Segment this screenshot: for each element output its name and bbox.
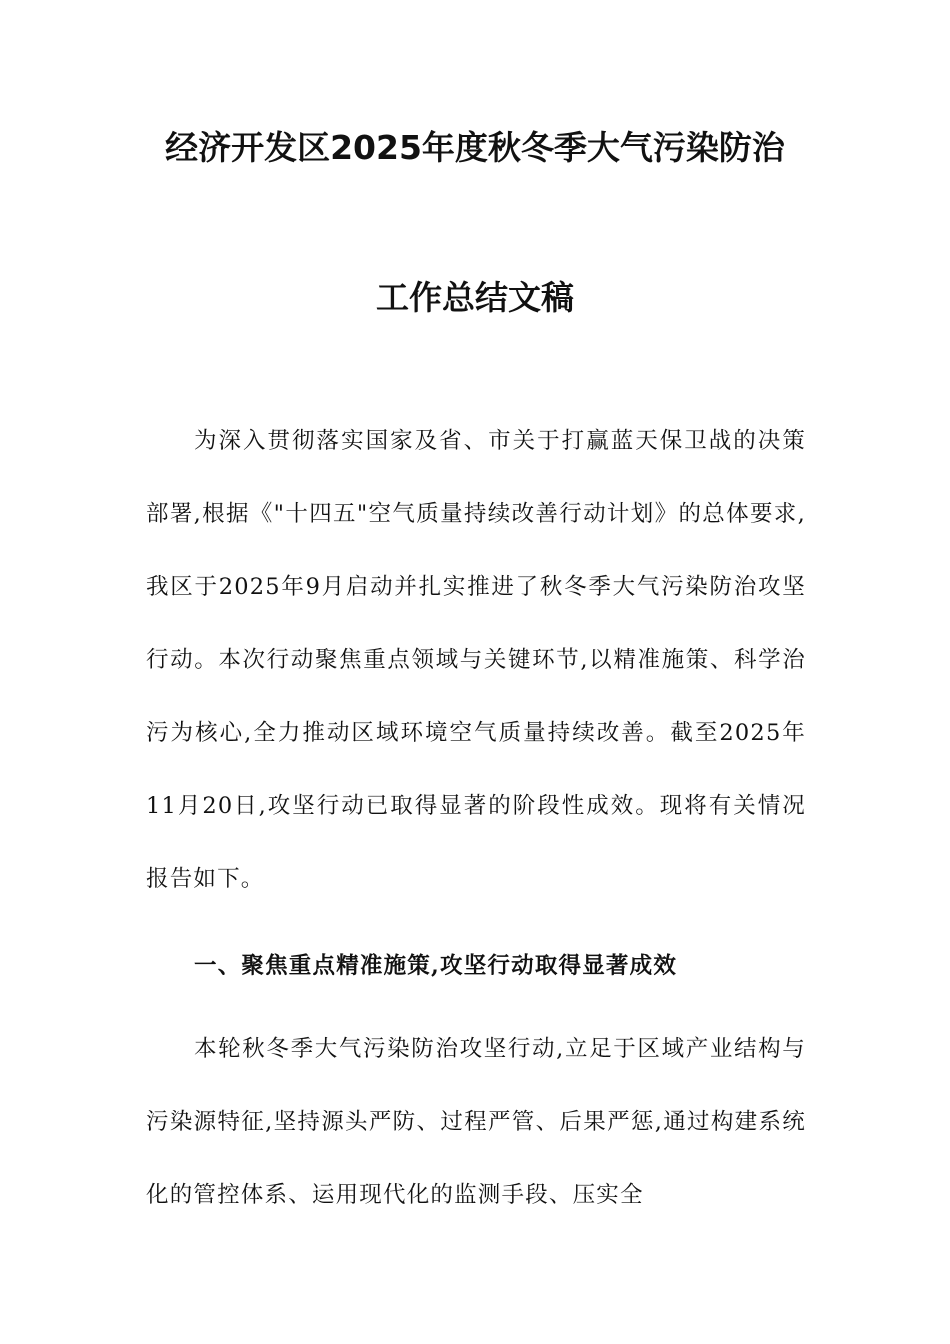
document-title-line-2: 工作总结文稿 (376, 278, 574, 317)
intro-paragraph: 为深入贯彻落实国家及省、市关于打赢蓝天保卫战的决策部署,根据《"十四五"空气质量持续改善行动计划》的总体要求,我区于2025年9月启动并扎实推进了秋冬季大气污染防治攻坚行动。本次行动聚焦重点领域与关键环节,以精准施策、科学治污为核心,全力推动区域环境空气质量持续改善。截至2025年11月20日,攻坚行动已取得显著的阶段性成效。现将有关情况报告如下。 (146, 428, 806, 892)
section-1-paragraph: 本轮秋冬季大气污染防治攻坚行动,立足于区域产业结构与污染源特征,坚持源头严防、过程严管、后果严惩,通过构建系统化的管控体系、运用现代化的监测手段、压实全 (146, 1036, 806, 1208)
section-1-heading: 一、聚焦重点精准施策,攻坚行动取得显著成效 (194, 953, 678, 979)
document-title-line-1: 经济开发区2025年度秋冬季大气污染防治 (165, 128, 785, 167)
